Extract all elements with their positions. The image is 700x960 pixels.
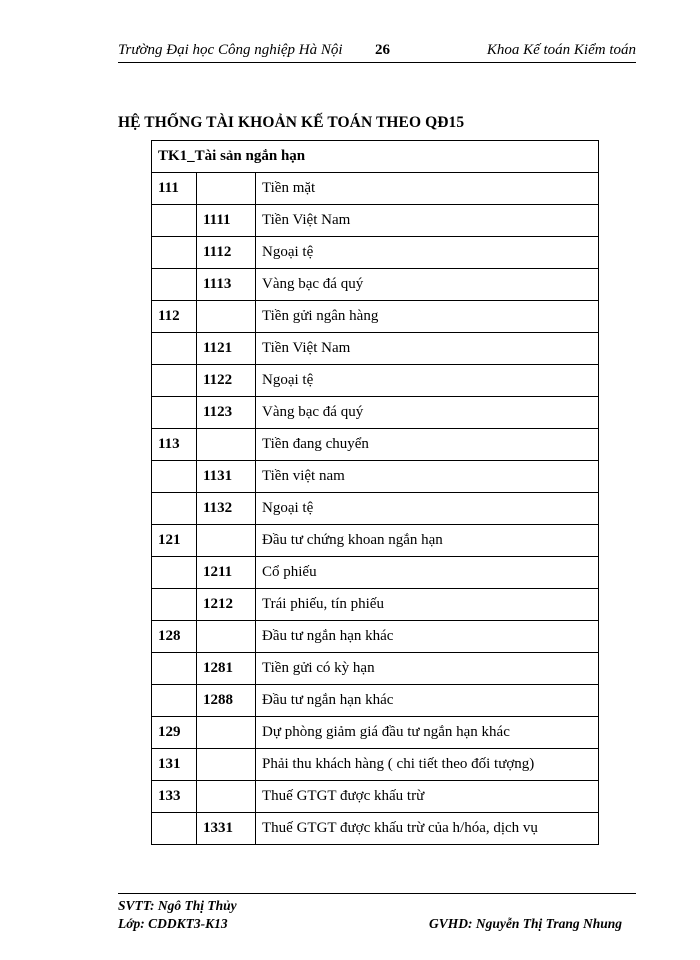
account-name: Thuế GTGT được khấu trừ bbox=[256, 781, 599, 813]
document-title: HỆ THỐNG TÀI KHOẢN KẾ TOÁN THEO QĐ15 bbox=[118, 114, 465, 131]
account-level2-code bbox=[197, 173, 256, 205]
account-level1-code: 113 bbox=[152, 429, 197, 461]
account-level2-code: 1111 bbox=[197, 205, 256, 237]
account-name: Ngoại tệ bbox=[256, 237, 599, 269]
account-level2-code: 1121 bbox=[197, 333, 256, 365]
account-level1-code bbox=[152, 237, 197, 269]
table-row bbox=[152, 589, 599, 621]
account-name: Trái phiếu, tín phiếu bbox=[256, 589, 599, 621]
account-level2-code: 1123 bbox=[197, 397, 256, 429]
account-level2-code: 1281 bbox=[197, 653, 256, 685]
account-level2-code bbox=[197, 749, 256, 781]
account-level1-code bbox=[152, 589, 197, 621]
school-name: Trường Đại học Công nghiệp Hà Nội bbox=[118, 42, 343, 58]
group-heading: TK1_Tài sản ngắn hạn bbox=[152, 141, 599, 173]
department-name: Khoa Kế toán Kiểm toán bbox=[486, 42, 636, 58]
account-level1-code: 129 bbox=[152, 717, 197, 749]
accounts-table bbox=[151, 140, 599, 845]
account-level2-code bbox=[197, 621, 256, 653]
account-level1-code bbox=[152, 653, 197, 685]
account-name: Đầu tư ngắn hạn khác bbox=[256, 621, 599, 653]
account-level1-code: 128 bbox=[152, 621, 197, 653]
table-row bbox=[152, 621, 599, 653]
account-name: Tiền gửi ngân hàng bbox=[256, 301, 599, 333]
account-level1-code: 111 bbox=[152, 173, 197, 205]
account-level2-code bbox=[197, 429, 256, 461]
account-level2-code bbox=[197, 301, 256, 333]
table-group-row bbox=[152, 141, 599, 173]
page-number: 26 bbox=[375, 42, 390, 58]
table-row bbox=[152, 813, 599, 845]
table-row bbox=[152, 269, 599, 301]
footer-divider bbox=[118, 893, 636, 894]
account-name: Ngoại tệ bbox=[256, 365, 599, 397]
table-row bbox=[152, 461, 599, 493]
account-name: Tiền việt nam bbox=[256, 461, 599, 493]
page-header bbox=[118, 42, 636, 63]
table-row bbox=[152, 557, 599, 589]
table-row bbox=[152, 717, 599, 749]
account-level1-code bbox=[152, 461, 197, 493]
page-footer bbox=[118, 898, 636, 938]
account-level1-code bbox=[152, 685, 197, 717]
account-name: Phải thu khách hàng ( chi tiết theo đối tượng) bbox=[256, 749, 599, 781]
account-level1-code bbox=[152, 557, 197, 589]
table-row bbox=[152, 493, 599, 525]
account-name: Ngoại tệ bbox=[256, 493, 599, 525]
account-level1-code: 131 bbox=[152, 749, 197, 781]
account-name: Vàng bạc đá quý bbox=[256, 397, 599, 429]
table-row bbox=[152, 365, 599, 397]
account-name: Thuế GTGT được khấu trừ của h/hóa, dịch vụ bbox=[256, 813, 599, 845]
student-name: SVTT: Ngô Thị Thủy bbox=[118, 898, 237, 913]
account-level1-code bbox=[152, 205, 197, 237]
account-name: Tiền gửi có kỳ hạn bbox=[256, 653, 599, 685]
account-level2-code: 1131 bbox=[197, 461, 256, 493]
account-level2-code bbox=[197, 781, 256, 813]
account-level2-code: 1212 bbox=[197, 589, 256, 621]
account-level2-code: 1122 bbox=[197, 365, 256, 397]
account-level1-code bbox=[152, 365, 197, 397]
table-row bbox=[152, 429, 599, 461]
account-level1-code: 133 bbox=[152, 781, 197, 813]
account-level2-code: 1113 bbox=[197, 269, 256, 301]
account-name: Tiền Việt Nam bbox=[256, 333, 599, 365]
account-name: Tiền mặt bbox=[256, 173, 599, 205]
table-row bbox=[152, 205, 599, 237]
account-level2-code: 1112 bbox=[197, 237, 256, 269]
account-level1-code bbox=[152, 397, 197, 429]
table-row bbox=[152, 333, 599, 365]
table-row bbox=[152, 173, 599, 205]
table-row bbox=[152, 237, 599, 269]
account-name: Vàng bạc đá quý bbox=[256, 269, 599, 301]
account-name: Đầu tư ngắn hạn khác bbox=[256, 685, 599, 717]
account-level1-code bbox=[152, 333, 197, 365]
class-name: Lớp: CDDKT3-K13 bbox=[118, 916, 228, 931]
account-level1-code: 112 bbox=[152, 301, 197, 333]
table-row bbox=[152, 301, 599, 333]
account-level1-code: 121 bbox=[152, 525, 197, 557]
account-level2-code: 1331 bbox=[197, 813, 256, 845]
advisor-name: GVHD: Nguyễn Thị Trang Nhung bbox=[428, 916, 622, 931]
account-level2-code: 1288 bbox=[197, 685, 256, 717]
account-name: Cổ phiếu bbox=[256, 557, 599, 589]
account-name: Đầu tư chứng khoan ngắn hạn bbox=[256, 525, 599, 557]
account-level2-code bbox=[197, 525, 256, 557]
account-name: Tiền Việt Nam bbox=[256, 205, 599, 237]
table-row bbox=[152, 749, 599, 781]
account-level1-code bbox=[152, 813, 197, 845]
account-name: Dự phòng giảm giá đầu tư ngắn hạn khác bbox=[256, 717, 599, 749]
account-name: Tiền đang chuyển bbox=[256, 429, 599, 461]
account-level1-code bbox=[152, 269, 197, 301]
table-row bbox=[152, 397, 599, 429]
account-level1-code bbox=[152, 493, 197, 525]
account-level2-code: 1132 bbox=[197, 493, 256, 525]
table-row bbox=[152, 653, 599, 685]
table-row bbox=[152, 781, 599, 813]
account-level2-code bbox=[197, 717, 256, 749]
table-row bbox=[152, 685, 599, 717]
account-level2-code: 1211 bbox=[197, 557, 256, 589]
table-row bbox=[152, 525, 599, 557]
